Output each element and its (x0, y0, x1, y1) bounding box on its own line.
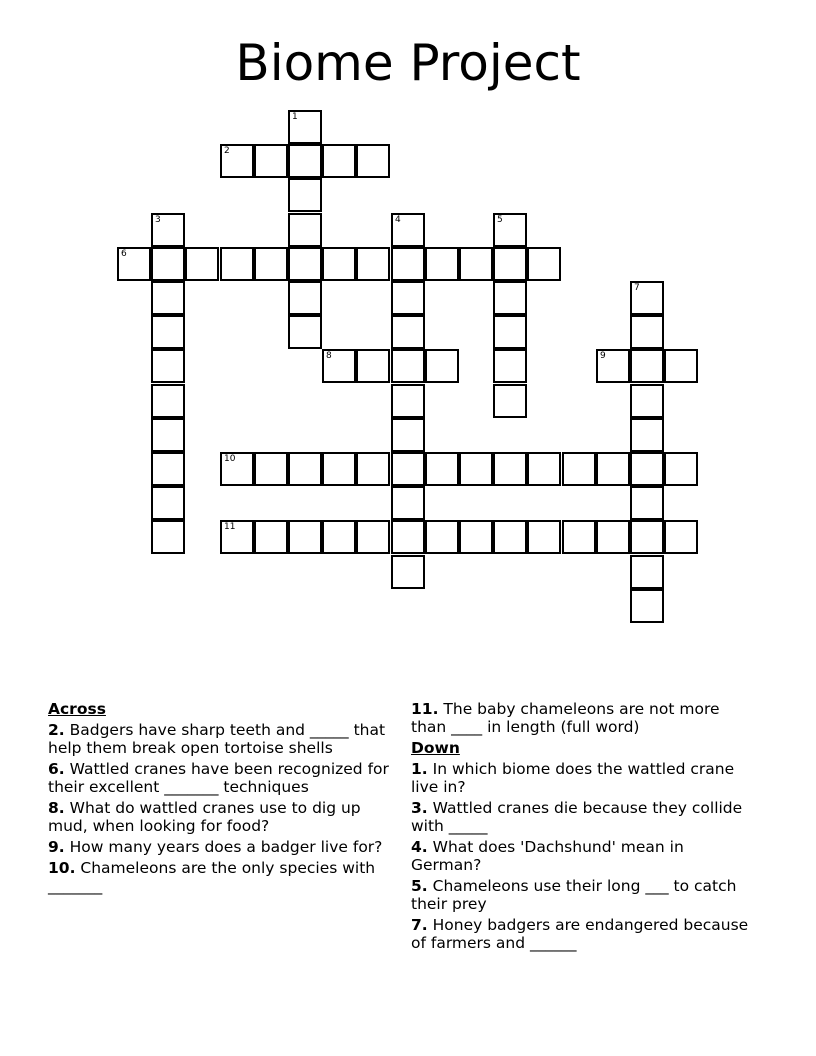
grid-cell[interactable] (356, 452, 390, 486)
cell-number: 5 (497, 215, 503, 225)
grid-cell[interactable] (425, 349, 459, 383)
clue-across-6 (48, 760, 398, 796)
grid-cell[interactable] (391, 349, 425, 383)
cell-number: 7 (634, 283, 640, 293)
grid-cell[interactable] (220, 247, 254, 281)
grid-cell[interactable] (151, 213, 185, 247)
grid-cell[interactable] (391, 384, 425, 418)
grid-cell[interactable] (459, 452, 493, 486)
grid-cell[interactable] (527, 452, 561, 486)
grid-cell[interactable] (527, 247, 561, 281)
grid-cell[interactable] (630, 520, 664, 554)
clue-number: 10. (48, 859, 76, 877)
clue-column-left (48, 700, 398, 898)
cell-number: 9 (600, 351, 606, 361)
grid-cell[interactable] (596, 520, 630, 554)
grid-cell[interactable] (391, 486, 425, 520)
clue-number: 1. (411, 760, 428, 778)
clue-number: 11. (411, 700, 439, 718)
grid-cell[interactable] (630, 349, 664, 383)
grid-cell[interactable] (459, 247, 493, 281)
grid-cell[interactable] (220, 520, 254, 554)
clue-text: Chameleons use their long ___ to catch their prey (411, 877, 737, 913)
grid-cell[interactable] (391, 555, 425, 589)
grid-cell[interactable] (288, 178, 322, 212)
grid-cell[interactable] (493, 281, 527, 315)
grid-cell[interactable] (562, 520, 596, 554)
clue-across-8 (48, 799, 398, 835)
clue-text: Badgers have sharp teeth and _____ that help them break open tortoise shells (48, 721, 386, 757)
grid-cell[interactable] (322, 247, 356, 281)
across-heading: Across (48, 700, 106, 718)
grid-cell[interactable] (322, 520, 356, 554)
clue-text: What does 'Dachshund' mean in German? (411, 838, 684, 874)
clue-text: Honey badgers are endangered because of farmers and ______ (411, 916, 749, 952)
page-title: Biome Project (235, 34, 581, 92)
clue-down-4 (411, 838, 756, 874)
grid-cell[interactable] (254, 520, 288, 554)
grid-cell[interactable] (288, 110, 322, 144)
grid-cell[interactable] (322, 144, 356, 178)
grid-cell[interactable] (151, 452, 185, 486)
clue-text: Chameleons are the only species with _______ (48, 859, 376, 895)
clue-number: 5. (411, 877, 428, 895)
grid-cell[interactable] (493, 315, 527, 349)
cell-number: 8 (326, 351, 332, 361)
grid-cell[interactable] (356, 144, 390, 178)
cell-number: 10 (224, 454, 236, 464)
clue-across-2 (48, 721, 398, 757)
clue-number: 9. (48, 838, 65, 856)
grid-cell[interactable] (288, 281, 322, 315)
clue-number: 6. (48, 760, 65, 778)
grid-cell[interactable] (630, 589, 664, 623)
grid-cell[interactable] (356, 520, 390, 554)
grid-cell[interactable] (630, 486, 664, 520)
grid-cell[interactable] (630, 452, 664, 486)
grid-cell[interactable] (493, 247, 527, 281)
grid-cell[interactable] (220, 452, 254, 486)
grid-cell[interactable] (151, 281, 185, 315)
clue-number: 2. (48, 721, 65, 739)
grid-cell[interactable] (391, 213, 425, 247)
grid-cell[interactable] (288, 315, 322, 349)
grid-cell[interactable] (391, 315, 425, 349)
grid-cell[interactable] (527, 520, 561, 554)
clue-text: How many years does a badger live for? (69, 838, 383, 856)
clue-across-10 (48, 859, 398, 895)
grid-cell[interactable] (425, 247, 459, 281)
grid-cell[interactable] (664, 520, 698, 554)
grid-cell[interactable] (664, 452, 698, 486)
cell-number: 4 (395, 215, 401, 225)
clue-down-1 (411, 760, 756, 796)
grid-cell[interactable] (185, 247, 219, 281)
cell-number: 1 (292, 112, 298, 122)
grid-cell[interactable] (596, 452, 630, 486)
clue-text: In which biome does the wattled crane live in? (411, 760, 735, 796)
grid-cell[interactable] (493, 520, 527, 554)
grid-cell[interactable] (630, 418, 664, 452)
grid-cell[interactable] (664, 349, 698, 383)
grid-cell[interactable] (322, 349, 356, 383)
grid-cell[interactable] (288, 247, 322, 281)
grid-cell[interactable] (391, 520, 425, 554)
grid-cell[interactable] (220, 144, 254, 178)
grid-cell[interactable] (288, 213, 322, 247)
clue-across-11 (411, 700, 756, 736)
grid-cell[interactable] (493, 452, 527, 486)
clue-number: 3. (411, 799, 428, 817)
clue-number: 4. (411, 838, 428, 856)
clue-text: What do wattled cranes use to dig up mud, when looking for food? (48, 799, 361, 835)
clue-down-3 (411, 799, 756, 835)
grid-cell[interactable] (151, 315, 185, 349)
grid-cell[interactable] (151, 486, 185, 520)
grid-cell[interactable] (425, 520, 459, 554)
grid-cell[interactable] (288, 452, 322, 486)
clue-down-5 (411, 877, 756, 913)
grid-cell[interactable] (288, 520, 322, 554)
grid-cell[interactable] (254, 452, 288, 486)
grid-cell[interactable] (562, 452, 596, 486)
grid-cell[interactable] (596, 349, 630, 383)
grid-cell[interactable] (630, 281, 664, 315)
cell-number: 6 (121, 249, 127, 259)
grid-cell[interactable] (356, 349, 390, 383)
grid-cell[interactable] (356, 247, 390, 281)
cell-number: 11 (224, 522, 236, 532)
grid-cell[interactable] (151, 418, 185, 452)
grid-cell[interactable] (391, 418, 425, 452)
grid-cell[interactable] (151, 520, 185, 554)
grid-cell[interactable] (391, 281, 425, 315)
grid-cell[interactable] (151, 384, 185, 418)
clue-down-7 (411, 916, 756, 952)
clue-text: The baby chameleons are not more than ____ in length (full word) (411, 700, 720, 736)
grid-cell[interactable] (630, 384, 664, 418)
grid-cell[interactable] (493, 384, 527, 418)
grid-cell[interactable] (117, 247, 151, 281)
grid-cell[interactable] (151, 247, 185, 281)
clue-number: 7. (411, 916, 428, 934)
grid-cell[interactable] (493, 349, 527, 383)
grid-cell[interactable] (254, 144, 288, 178)
cell-number: 3 (155, 215, 161, 225)
grid-cell[interactable] (391, 452, 425, 486)
cell-number: 2 (224, 146, 230, 156)
grid-cell[interactable] (459, 520, 493, 554)
clue-text: Wattled cranes have been recognized for their excellent _______ techniques (48, 760, 389, 796)
grid-cell[interactable] (288, 144, 322, 178)
down-heading: Down (411, 739, 460, 757)
grid-cell[interactable] (322, 452, 356, 486)
grid-cell[interactable] (493, 213, 527, 247)
clue-across-9 (48, 838, 398, 856)
grid-cell[interactable] (151, 349, 185, 383)
grid-cell[interactable] (254, 247, 288, 281)
grid-cell[interactable] (630, 315, 664, 349)
clue-text: Wattled cranes die because they collide with _____ (411, 799, 743, 835)
grid-cell[interactable] (630, 555, 664, 589)
grid-cell[interactable] (391, 247, 425, 281)
clue-column-right (411, 700, 756, 955)
clue-number: 8. (48, 799, 65, 817)
grid-cell[interactable] (425, 452, 459, 486)
